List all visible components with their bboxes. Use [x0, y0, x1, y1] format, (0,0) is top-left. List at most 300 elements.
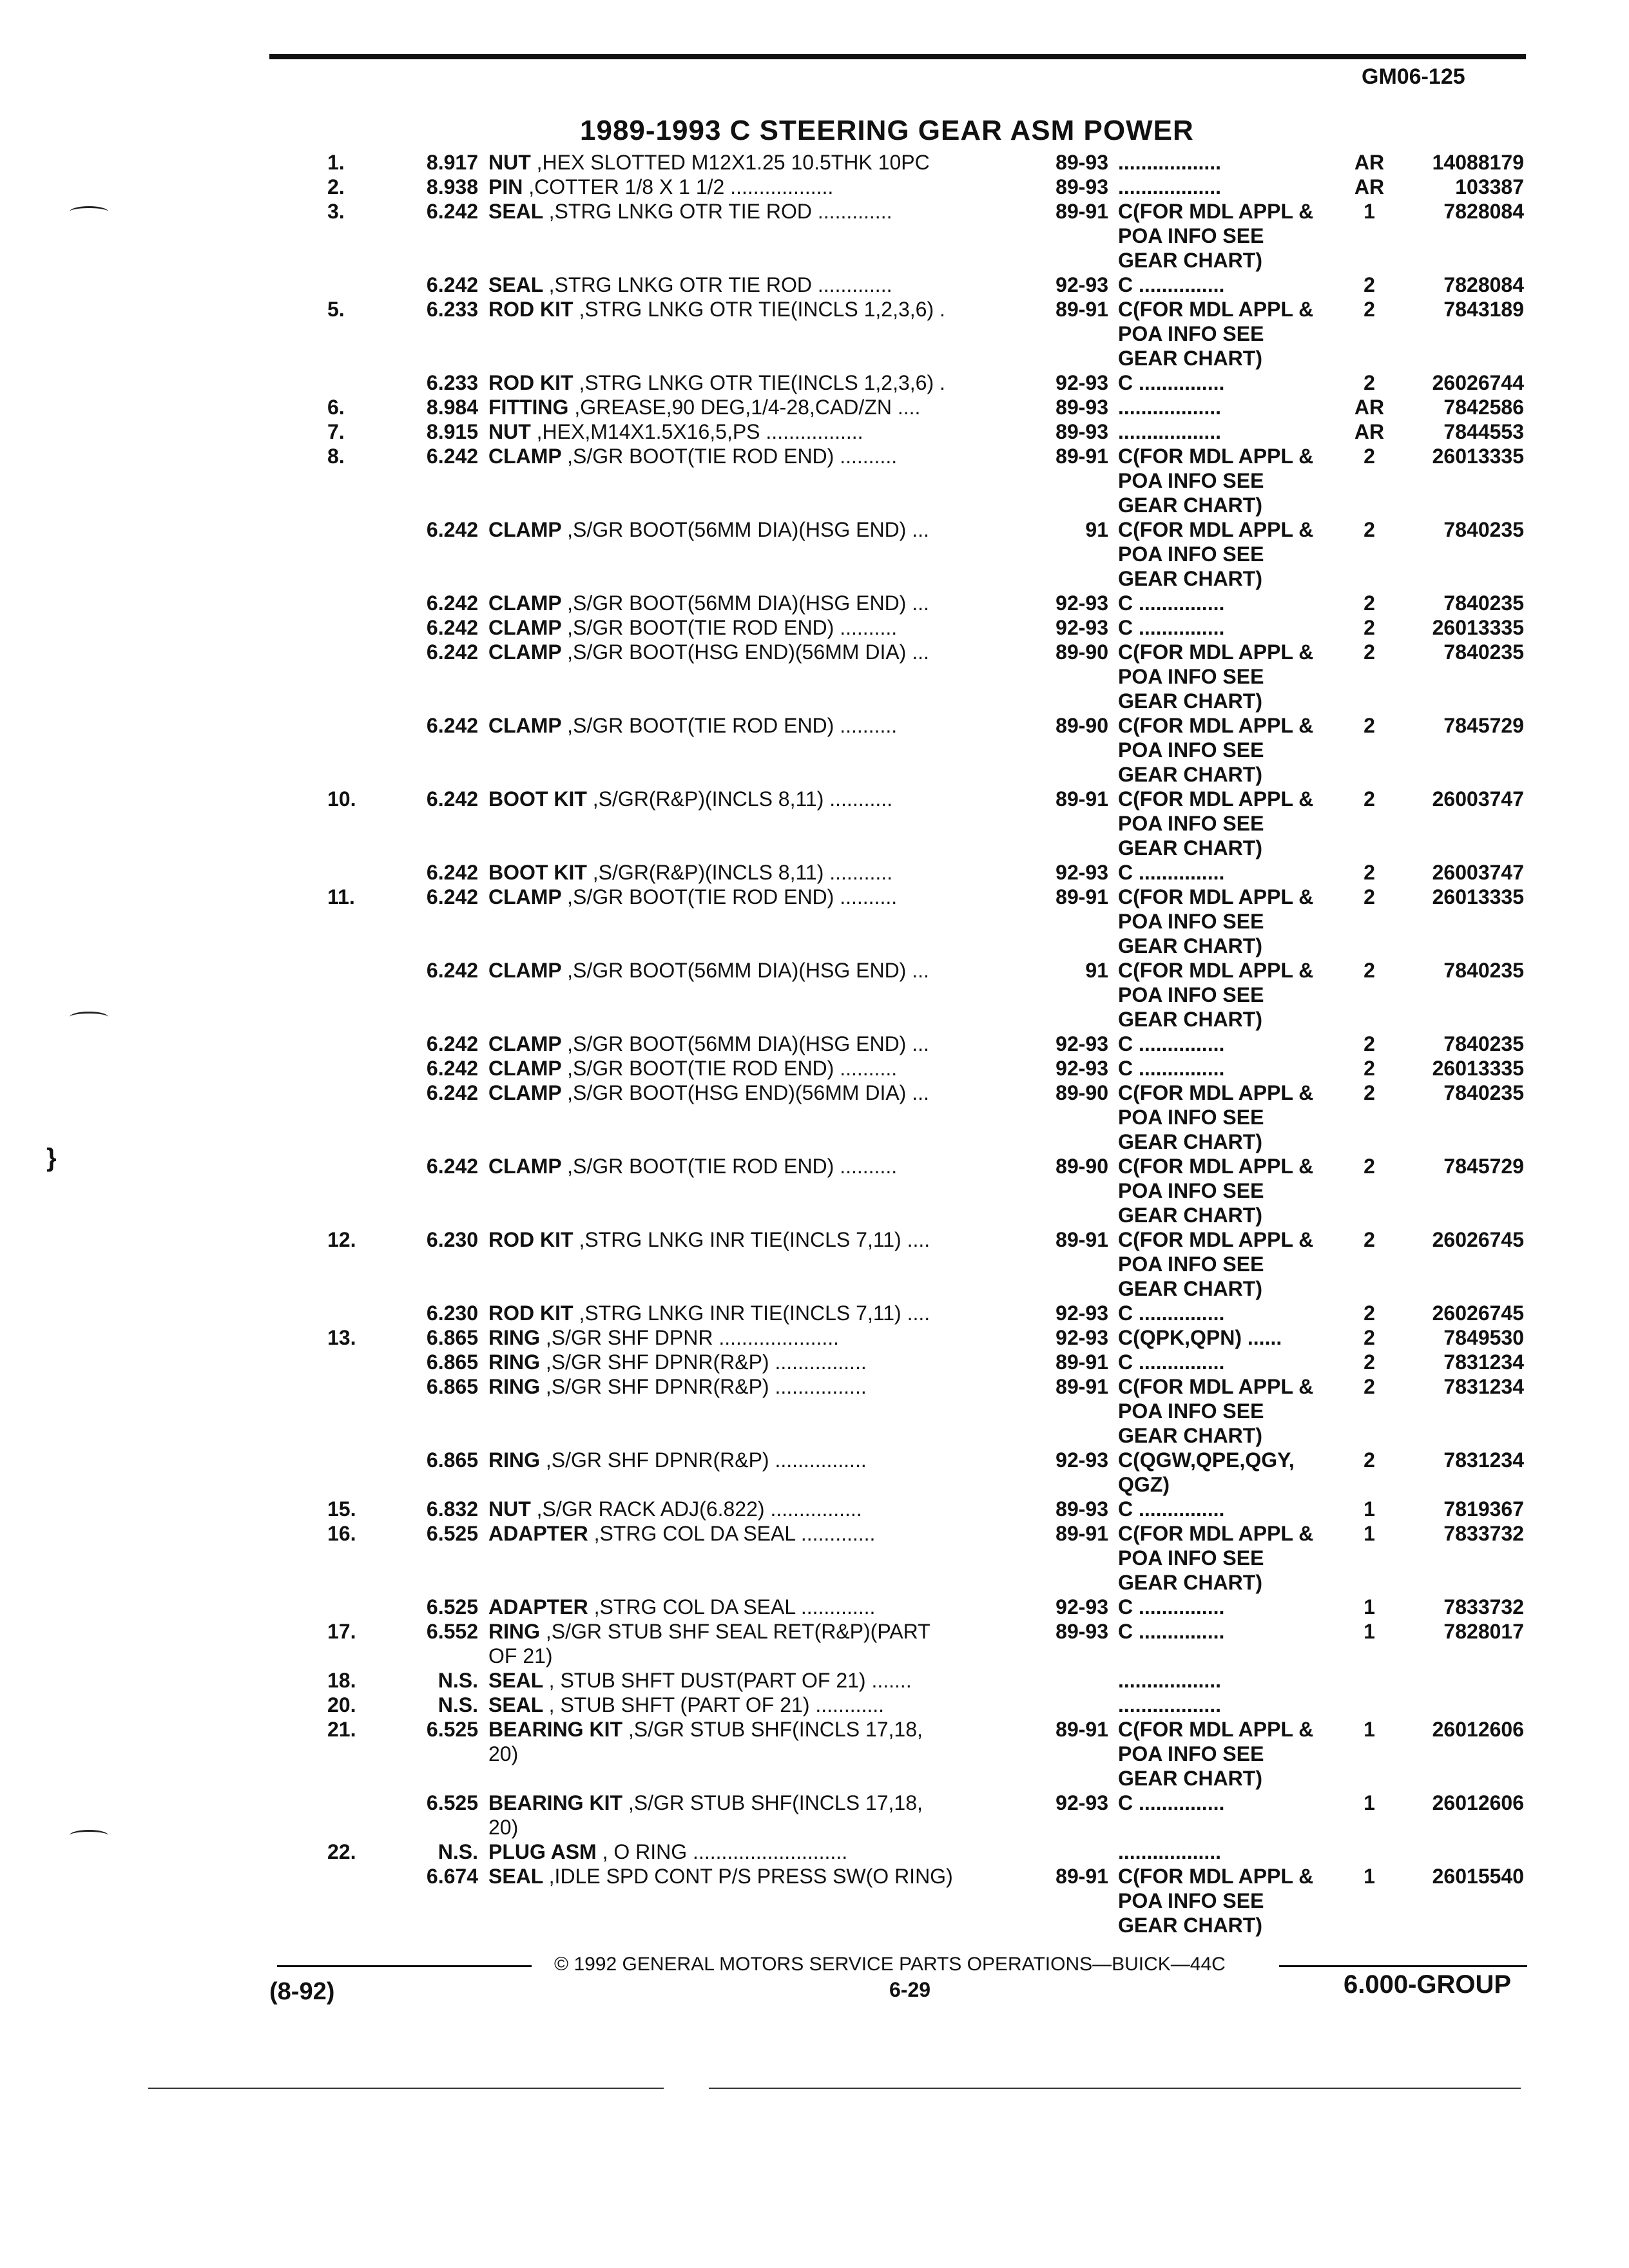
part-detail: ,S/GR BOOT(56MM DIA)(HSG END) ... — [567, 1032, 929, 1055]
model-years: 89-91 — [1055, 1865, 1108, 1888]
model-years: 92-93 — [1055, 1057, 1108, 1080]
table-row — [0, 1545, 1629, 1570]
quantity: 2 — [1364, 1302, 1375, 1325]
group-number: 6.865 — [426, 1375, 478, 1398]
ref-number: 6. — [327, 396, 345, 419]
part-name: BEARING KIT — [488, 1791, 622, 1814]
table-row — [0, 835, 1629, 860]
part-description — [488, 1032, 1036, 1056]
application-note: GEAR CHART) — [1118, 1277, 1262, 1300]
part-detail: 20) — [488, 1816, 519, 1839]
part-detail: ,STRG LNKG OTR TIE(INCLS 1,2,3,6) . — [579, 371, 945, 394]
application-note: C(FOR MDL APPL & — [1118, 1718, 1314, 1741]
part-name: CLAMP — [488, 518, 562, 541]
model-years: 91 — [1085, 959, 1108, 982]
part-detail: ,S/GR SHF DPNR ..................... — [545, 1326, 840, 1349]
table-row — [0, 1716, 1629, 1741]
application-note: C(FOR MDL APPL & — [1118, 1081, 1314, 1104]
part-number: 26026745 — [1432, 1302, 1524, 1325]
table-row — [0, 1472, 1629, 1496]
group-number: 6.242 — [426, 1081, 478, 1104]
group-number: 6.242 — [426, 591, 478, 615]
footer-rule-left — [277, 1965, 532, 1967]
application-note: C(FOR MDL APPL & — [1118, 959, 1314, 982]
application-note: C ............... — [1118, 1791, 1225, 1814]
model-years: 89-93 — [1055, 1497, 1108, 1521]
part-description — [488, 445, 1036, 468]
table-row — [0, 1251, 1629, 1276]
group-number: 6.242 — [426, 787, 478, 811]
model-years: 92-93 — [1055, 273, 1108, 296]
table-row — [0, 468, 1629, 492]
part-description — [488, 1155, 1036, 1178]
application-note: POA INFO SEE — [1118, 224, 1264, 247]
application-note: GEAR CHART) — [1118, 567, 1262, 590]
group-number: 6.230 — [426, 1302, 478, 1325]
part-description — [488, 959, 1036, 983]
ref-number: 7. — [327, 420, 345, 443]
table-row — [0, 1692, 1629, 1716]
part-detail: , STUB SHFT (PART OF 21) ............ — [548, 1693, 885, 1716]
table-row — [0, 566, 1629, 590]
part-detail: ,S/GR BOOT(TIE ROD END) .......... — [567, 616, 898, 639]
application-note: POA INFO SEE — [1118, 1742, 1264, 1765]
part-name: NUT — [488, 420, 531, 443]
table-row — [0, 296, 1629, 321]
part-number: 26012606 — [1432, 1718, 1524, 1741]
table-row — [0, 786, 1629, 811]
ref-number: 2. — [327, 175, 345, 198]
part-number: 7819367 — [1443, 1497, 1524, 1521]
parts-list — [0, 149, 1629, 1937]
table-row — [0, 908, 1629, 933]
application-note: POA INFO SEE — [1118, 1179, 1264, 1202]
group-number: 6.242 — [426, 959, 478, 982]
model-years: 92-93 — [1055, 616, 1108, 639]
model-years: 89-93 — [1055, 1620, 1108, 1643]
part-name: FITTING — [488, 396, 569, 419]
part-number: 7840235 — [1443, 591, 1524, 615]
part-number: 103387 — [1455, 175, 1524, 198]
part-number: 26026744 — [1432, 371, 1524, 394]
part-name: SEAL — [488, 1669, 543, 1692]
application-note: GEAR CHART) — [1118, 347, 1262, 370]
application-note: GEAR CHART) — [1118, 1008, 1262, 1031]
model-years: 89-91 — [1055, 1350, 1108, 1374]
group-number: 6.525 — [426, 1791, 478, 1814]
model-years: 92-93 — [1055, 1326, 1108, 1349]
part-number: 7842586 — [1443, 396, 1524, 419]
application-note: C(FOR MDL APPL & — [1118, 1865, 1314, 1888]
quantity: 2 — [1364, 640, 1375, 664]
application-note: .................. — [1118, 175, 1222, 198]
part-name: ROD KIT — [488, 1228, 574, 1251]
part-number: 7833732 — [1443, 1595, 1524, 1619]
part-detail: ,S/GR BOOT(56MM DIA)(HSG END) ... — [567, 959, 929, 982]
group-number: 6.674 — [426, 1865, 478, 1888]
table-row — [0, 1570, 1629, 1594]
table-row — [0, 1594, 1629, 1619]
application-note: C(QPK,QPN) ...... — [1118, 1326, 1282, 1349]
group-number: N.S. — [438, 1693, 478, 1716]
table-row — [0, 1153, 1629, 1178]
quantity: 1 — [1364, 1620, 1375, 1643]
part-description — [488, 1620, 1036, 1644]
table-row — [0, 811, 1629, 835]
part-detail: ,S/GR BOOT(TIE ROD END) .......... — [567, 714, 898, 737]
quantity: 1 — [1364, 1791, 1375, 1814]
part-number: 7849530 — [1443, 1326, 1524, 1349]
part-description — [488, 1057, 1036, 1081]
quantity: 2 — [1364, 885, 1375, 908]
model-years: 89-93 — [1055, 396, 1108, 419]
table-row — [0, 1006, 1629, 1031]
part-description — [488, 175, 1036, 199]
quantity: AR — [1354, 420, 1385, 443]
model-years: 89-91 — [1055, 1375, 1108, 1398]
part-detail: ,S/GR BOOT(56MM DIA)(HSG END) ... — [567, 591, 929, 615]
group-number: 8.938 — [426, 175, 478, 198]
part-name: CLAMP — [488, 1032, 562, 1055]
group-number: 8.915 — [426, 420, 478, 443]
quantity: 1 — [1364, 1595, 1375, 1619]
application-note: POA INFO SEE — [1118, 1546, 1264, 1570]
table-row — [0, 272, 1629, 296]
application-note: C ............... — [1118, 1057, 1225, 1080]
part-detail: OF 21) — [488, 1644, 553, 1667]
part-number: 7845729 — [1443, 714, 1524, 737]
application-note: POA INFO SEE — [1118, 983, 1264, 1006]
table-row — [0, 1423, 1629, 1447]
application-note: C ............... — [1118, 616, 1225, 639]
margin-mark — [70, 206, 108, 217]
part-detail: ,GREASE,90 DEG,1/4-28,CAD/ZN .... — [574, 396, 921, 419]
table-row — [0, 1839, 1629, 1863]
group-number: 6.865 — [426, 1326, 478, 1349]
application-note: C ............... — [1118, 1302, 1225, 1325]
table-row — [0, 762, 1629, 786]
ref-number: 13. — [327, 1326, 356, 1349]
part-number: 7840235 — [1443, 959, 1524, 982]
part-detail: ,S/GR SHF DPNR(R&P) ................ — [545, 1375, 867, 1398]
part-detail: ,STRG LNKG OTR TIE ROD ............. — [548, 200, 892, 223]
part-number: 7828017 — [1443, 1620, 1524, 1643]
part-description — [488, 1644, 1036, 1668]
quantity: 2 — [1364, 1326, 1375, 1349]
part-number: 7831234 — [1443, 1375, 1524, 1398]
group-number: N.S. — [438, 1669, 478, 1692]
part-name: RING — [488, 1326, 540, 1349]
application-note: C ............... — [1118, 1620, 1225, 1643]
table-row — [0, 1790, 1629, 1814]
group-number: N.S. — [438, 1840, 478, 1863]
quantity: 2 — [1364, 1228, 1375, 1251]
ref-number: 12. — [327, 1228, 356, 1251]
table-row — [0, 884, 1629, 908]
quantity: 2 — [1364, 273, 1375, 296]
model-years: 89-90 — [1055, 1155, 1108, 1178]
footer-rule-right — [1279, 1965, 1527, 1967]
ref-number: 18. — [327, 1669, 356, 1692]
table-row — [0, 345, 1629, 370]
application-note: .................. — [1118, 420, 1222, 443]
quantity: 2 — [1364, 714, 1375, 737]
part-description — [488, 371, 1036, 395]
table-row — [0, 492, 1629, 517]
part-name: SEAL — [488, 1693, 543, 1716]
group-number: 8.917 — [426, 151, 478, 174]
group-number: 6.233 — [426, 298, 478, 321]
ref-number: 15. — [327, 1497, 356, 1521]
table-row — [0, 1398, 1629, 1423]
model-years: 92-93 — [1055, 1032, 1108, 1055]
copyright-line: © 1992 GENERAL MOTORS SERVICE PARTS OPERATIONS—BUICK—44C — [554, 1954, 1226, 1975]
part-description — [488, 151, 1036, 175]
part-name: PLUG ASM — [488, 1840, 597, 1863]
part-detail: ,S/GR STUB SHF(INCLS 17,18, — [628, 1791, 923, 1814]
quantity: 2 — [1364, 787, 1375, 811]
table-row — [0, 1888, 1629, 1912]
application-note: POA INFO SEE — [1118, 1889, 1264, 1912]
model-years: 92-93 — [1055, 861, 1108, 884]
application-note: C(FOR MDL APPL & — [1118, 885, 1314, 908]
table-row — [0, 1863, 1629, 1888]
part-name: ADAPTER — [488, 1595, 588, 1619]
part-name: SEAL — [488, 273, 543, 296]
part-description — [488, 1497, 1036, 1521]
part-detail: ,S/GR SHF DPNR(R&P) ................ — [545, 1350, 867, 1374]
part-description — [488, 1326, 1036, 1350]
part-description — [488, 1595, 1036, 1619]
part-description — [488, 1865, 1036, 1888]
application-note: .................. — [1118, 1693, 1222, 1716]
part-description — [488, 1350, 1036, 1374]
quantity: 2 — [1364, 616, 1375, 639]
part-name: CLAMP — [488, 445, 562, 468]
ref-number: 10. — [327, 787, 356, 811]
group-number: 6.242 — [426, 714, 478, 737]
quantity: 1 — [1364, 1497, 1375, 1521]
part-detail: , O RING ........................... — [602, 1840, 848, 1863]
table-row — [0, 1643, 1629, 1667]
application-note: C(QGW,QPE,QGY, — [1118, 1448, 1295, 1472]
part-detail: ,S/GR RACK ADJ(6.822) ................ — [536, 1497, 862, 1521]
application-note: GEAR CHART) — [1118, 1767, 1262, 1790]
table-row — [0, 443, 1629, 468]
part-name: NUT — [488, 1497, 531, 1521]
ref-number: 22. — [327, 1840, 356, 1863]
part-description — [488, 1375, 1036, 1399]
application-note: .................. — [1118, 1840, 1222, 1863]
part-description — [488, 273, 1036, 297]
application-note: POA INFO SEE — [1118, 665, 1264, 688]
part-number: 26013335 — [1432, 1057, 1524, 1080]
part-number: 26013335 — [1432, 885, 1524, 908]
model-years: 89-91 — [1055, 445, 1108, 468]
part-description — [488, 1522, 1036, 1546]
quantity: 2 — [1364, 298, 1375, 321]
group-number: 6.242 — [426, 200, 478, 223]
part-name: ROD KIT — [488, 371, 574, 394]
part-detail: ,STRG COL DA SEAL ............. — [593, 1522, 876, 1545]
table-row — [0, 1741, 1629, 1765]
part-description — [488, 1302, 1036, 1325]
table-row — [0, 688, 1629, 713]
part-name: CLAMP — [488, 616, 562, 639]
part-name: CLAMP — [488, 640, 562, 664]
model-years: 89-91 — [1055, 885, 1108, 908]
model-years: 89-93 — [1055, 175, 1108, 198]
part-description — [488, 1840, 1036, 1864]
model-years: 89-93 — [1055, 420, 1108, 443]
quantity: 2 — [1364, 1448, 1375, 1472]
part-name: ROD KIT — [488, 298, 574, 321]
ref-number: 21. — [327, 1718, 356, 1741]
model-years: 92-93 — [1055, 1448, 1108, 1472]
part-number: 26003747 — [1432, 861, 1524, 884]
group-number: 8.984 — [426, 396, 478, 419]
part-detail: ,COTTER 1/8 X 1 1/2 .................. — [528, 175, 834, 198]
part-name: NUT — [488, 151, 531, 174]
group-number: 6.230 — [426, 1228, 478, 1251]
table-row — [0, 1447, 1629, 1472]
application-note: C(FOR MDL APPL & — [1118, 714, 1314, 737]
part-name: CLAMP — [488, 714, 562, 737]
part-description — [488, 640, 1036, 664]
model-years: 89-90 — [1055, 1081, 1108, 1104]
part-number: 26026745 — [1432, 1228, 1524, 1251]
part-number: 14088179 — [1432, 151, 1524, 174]
part-description — [488, 885, 1036, 909]
table-row — [0, 1667, 1629, 1692]
group-number: 6.832 — [426, 1497, 478, 1521]
ref-number: 8. — [327, 445, 345, 468]
part-number: 7844553 — [1443, 420, 1524, 443]
part-description — [488, 396, 1036, 419]
doc-code: GM06-125 — [1362, 64, 1465, 89]
application-note: C(FOR MDL APPL & — [1118, 518, 1314, 541]
application-note: C ............... — [1118, 1032, 1225, 1055]
part-name: CLAMP — [488, 1057, 562, 1080]
part-number: 7828084 — [1443, 273, 1524, 296]
part-name: CLAMP — [488, 1081, 562, 1104]
model-years: 92-93 — [1055, 1595, 1108, 1619]
part-name: SEAL — [488, 1865, 543, 1888]
part-description — [488, 1228, 1036, 1252]
table-row — [0, 933, 1629, 957]
table-row — [0, 1300, 1629, 1325]
application-note: C(FOR MDL APPL & — [1118, 1522, 1314, 1545]
group-number: 6.552 — [426, 1620, 478, 1643]
table-row — [0, 1496, 1629, 1521]
part-number: 7840235 — [1443, 518, 1524, 541]
group-number: 6.525 — [426, 1595, 478, 1619]
application-note: .................. — [1118, 396, 1222, 419]
quantity: 2 — [1364, 861, 1375, 884]
part-name: ROD KIT — [488, 1302, 574, 1325]
application-note: QGZ) — [1118, 1473, 1170, 1496]
model-years: 92-93 — [1055, 591, 1108, 615]
table-row — [0, 247, 1629, 272]
part-description — [488, 298, 1036, 322]
table-row — [0, 1619, 1629, 1643]
table-row — [0, 517, 1629, 541]
table-row — [0, 982, 1629, 1006]
part-detail: ,S/GR STUB SHF(INCLS 17,18, — [628, 1718, 923, 1741]
part-number: 26003747 — [1432, 787, 1524, 811]
part-description — [488, 1816, 1036, 1840]
table-row — [0, 149, 1629, 174]
part-name: PIN — [488, 175, 523, 198]
quantity: 1 — [1364, 200, 1375, 223]
application-note: C(FOR MDL APPL & — [1118, 1375, 1314, 1398]
margin-mark — [70, 1830, 108, 1841]
application-note: GEAR CHART) — [1118, 494, 1262, 517]
application-note: GEAR CHART) — [1118, 1914, 1262, 1937]
table-row — [0, 1814, 1629, 1839]
part-number: 7831234 — [1443, 1448, 1524, 1472]
application-note: C ............... — [1118, 1350, 1225, 1374]
part-name: RING — [488, 1350, 540, 1374]
application-note: GEAR CHART) — [1118, 1424, 1262, 1447]
ref-number: 11. — [327, 885, 355, 908]
group-number: 6.242 — [426, 445, 478, 468]
table-row — [0, 590, 1629, 615]
part-name: ADAPTER — [488, 1522, 588, 1545]
table-row — [0, 1325, 1629, 1349]
table-row — [0, 321, 1629, 345]
ref-number: 17. — [327, 1620, 356, 1643]
ref-number: 5. — [327, 298, 345, 321]
table-row — [0, 1227, 1629, 1251]
table-row — [0, 541, 1629, 566]
table-row — [0, 1765, 1629, 1790]
page-number: 6-29 — [889, 1978, 931, 2001]
part-description — [488, 420, 1036, 444]
table-row — [0, 1202, 1629, 1227]
part-description — [488, 714, 1036, 738]
group-number: 6.242 — [426, 885, 478, 908]
part-description — [488, 1693, 1036, 1717]
application-note: POA INFO SEE — [1118, 1399, 1264, 1423]
part-name: RING — [488, 1375, 540, 1398]
part-detail: ,S/GR SHF DPNR(R&P) ................ — [545, 1448, 867, 1472]
model-years: 92-93 — [1055, 1791, 1108, 1814]
part-description — [488, 1791, 1036, 1815]
ref-number: 16. — [327, 1522, 356, 1545]
part-number: 7843189 — [1443, 298, 1524, 321]
application-note: GEAR CHART) — [1118, 1204, 1262, 1227]
part-name: CLAMP — [488, 885, 562, 908]
quantity: 2 — [1364, 591, 1375, 615]
margin-brace-mark: } — [46, 1144, 57, 1172]
quantity: 2 — [1364, 959, 1375, 982]
model-years: 89-91 — [1055, 200, 1108, 223]
application-note: GEAR CHART) — [1118, 934, 1262, 957]
application-note: GEAR CHART) — [1118, 1130, 1262, 1153]
table-row — [0, 1178, 1629, 1202]
part-detail: ,S/GR(R&P)(INCLS 8,11) ........... — [592, 787, 893, 811]
table-row — [0, 860, 1629, 884]
table-row — [0, 370, 1629, 394]
application-note: C ............... — [1118, 591, 1225, 615]
table-row — [0, 957, 1629, 982]
application-note: POA INFO SEE — [1118, 1253, 1264, 1276]
part-detail: ,STRG COL DA SEAL ............. — [593, 1595, 876, 1619]
table-row — [0, 394, 1629, 419]
part-detail: , STUB SHFT DUST(PART OF 21) ....... — [548, 1669, 912, 1692]
part-detail: ,S/GR BOOT(56MM DIA)(HSG END) ... — [567, 518, 929, 541]
